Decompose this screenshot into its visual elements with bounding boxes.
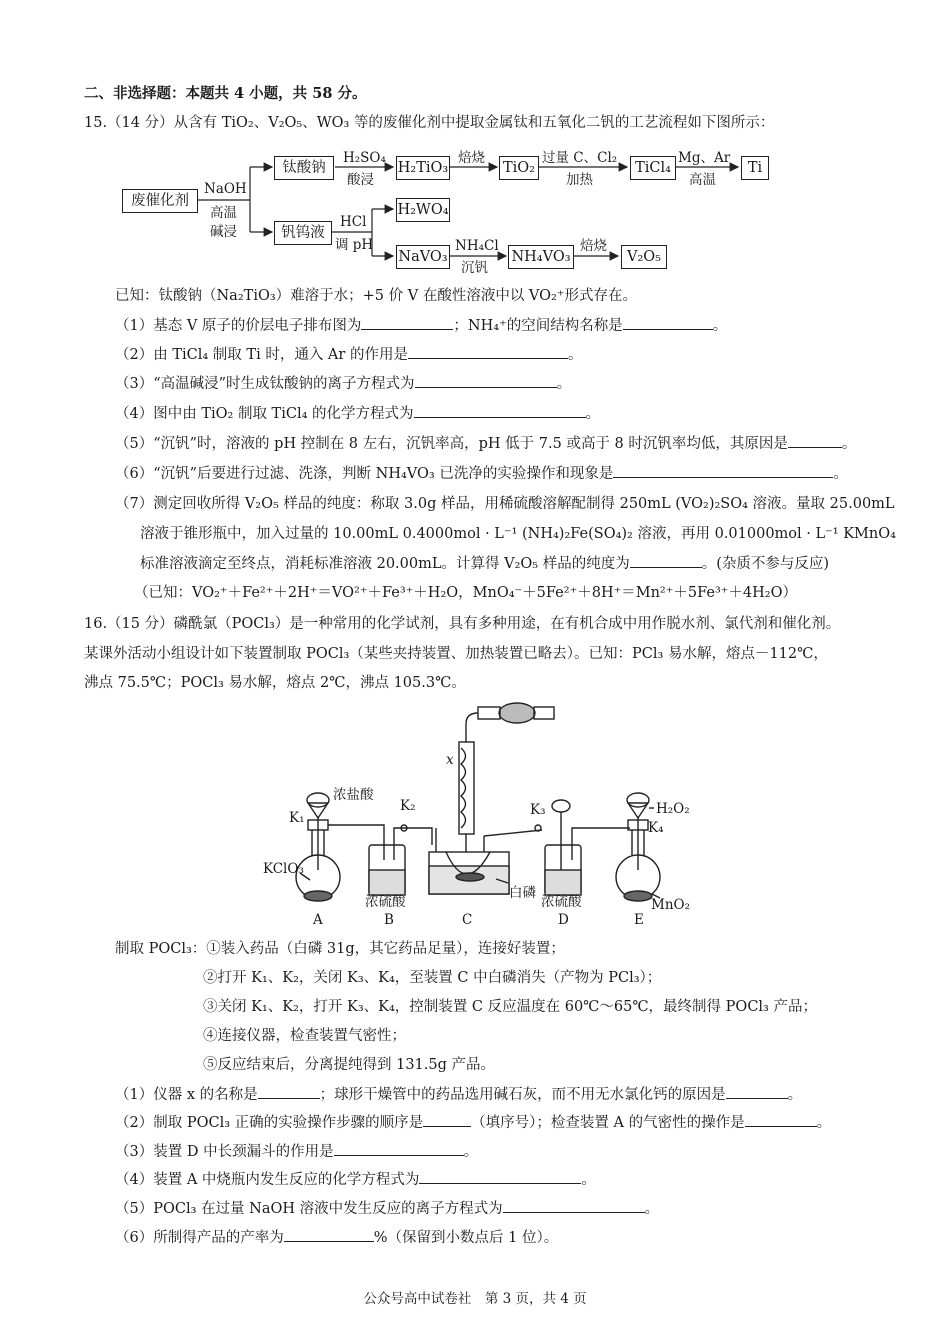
q16-part6 [115,1227,558,1248]
label-kclo3: KClO₃ [263,861,304,877]
label-adjust-ph: 调 pH [335,237,374,253]
q16-p2-answer-blank-1[interactable] [423,1112,471,1127]
q15-p2-text-a: （2）由 TiCl₄ 制取 Ti 时，通入 Ar 的作用是 [115,347,408,363]
q16-p2-answer-blank-2[interactable] [745,1112,817,1127]
label-acid-leach: 酸浸 [347,172,374,188]
q15-p3-text-a: （3）“高温碱浸”时生成钛酸钠的离子方程式为 [115,376,415,392]
q16-p2-text-b: （填序号）；检查装置 A 的气密性的操作是 [471,1115,745,1131]
box-waste-catalyst: 废催化剂 [122,189,198,213]
q15-part7-line2: 溶液于锥形瓶中，加入过量的 10.00mL 0.4000mol · L⁻¹ (NH₄)₂Fe(SO₄)₂ 溶液，再用 0.01000mol · L⁻¹ KMnO₄ [140,526,896,542]
label-roast-2: 焙烧 [580,238,607,254]
q16-part3 [115,1141,478,1162]
box-sodium-titanate: 钛酸钠 [274,156,334,180]
q16-p1-text-c: 。 [787,1087,803,1103]
label-high-temp-2: 高温 [689,172,716,188]
q16-part2 [115,1112,831,1133]
q15-p5-text-a: （5）“沉钒”时，溶液的 pH 控制在 8 左右，沉钒率高，pH 低于 7.5 或高于 8 时沉钒率均低，其原因是 [115,436,788,452]
q15-p1-text-a: （1）基态 V 原子的价层电子排布图为 [115,318,362,334]
q16-p4-answer-blank[interactable] [419,1169,581,1184]
q16-p6-text-b: %（保留到小数点后 1 位）。 [373,1230,559,1246]
q16-part1 [115,1084,802,1105]
q16-p5-answer-blank[interactable] [503,1198,645,1213]
box-tio2: TiO₂ [499,156,539,180]
q15-p4-text-a: （4）图中由 TiO₂ 制取 TiCl₄ 的化学方程式为 [115,406,414,422]
q15-p2-text-b: 。 [567,347,583,363]
q15-p7-text-b: 。(杂质不参与反应) [701,556,830,572]
page-footer: 公众号高中试卷社 第 3 页，共 4 页 [363,1291,587,1307]
q16-p5-text-a: （5）POCl₃ 在过量 NaOH 溶液中发生反应的离子方程式为 [115,1201,503,1217]
label-d: D [558,912,569,928]
q16-p4-text-a: （4）装置 A 中烧瓶内发生反应的化学方程式为 [115,1172,420,1188]
label-k3: K₃ [530,802,546,818]
q16-step-4: ④连接仪器，检查装置气密性； [203,1028,406,1044]
q16-p1-answer-blank-2[interactable] [726,1084,788,1099]
label-roast-1: 焙烧 [458,150,485,166]
label-e: E [634,912,644,928]
q16-part5 [115,1198,659,1219]
q16-step-2: ②打开 K₁、K₂，关闭 K₃、K₄，至装置 C 中白磷消失（产物为 PCl₃）； [203,970,662,986]
box-navo3: NaVO₃ [396,245,450,269]
label-vanadium-precip: 沉钒 [461,260,488,276]
q16-step-5: ⑤反应结束后，分离提纯得到 131.5g 产品。 [203,1057,496,1073]
label-nh4cl: NH₄Cl [455,238,499,254]
q15-p7-text-a: 标准溶液滴定至终点，消耗标准溶液 20.00mL。计算得 V₂O₅ 样品的纯度为 [140,556,630,572]
label-conc-hcl: 浓盐酸 [333,787,374,803]
label-k2: K₂ [400,798,416,814]
q16-p1-answer-blank-1[interactable] [258,1084,320,1099]
label-a: A [313,912,323,928]
q16-p3-text-a: （3）装置 D 中长颈漏斗的作用是 [115,1144,334,1160]
q15-p1-text-b: ；NH₄⁺的空间结构名称是 [453,318,623,334]
label-k4: K₄ [648,820,664,836]
label-high-temp: 高温 [210,205,237,221]
label-mg-ar: Mg、Ar [678,150,731,166]
q16-p2-text-c: 。 [816,1115,832,1131]
q16-p3-answer-blank[interactable] [334,1141,464,1156]
label-conc-h2so4-b: 浓硫酸 [365,894,406,910]
q16-line2: 某课外活动小组设计如下装置制取 POCl₃（某些夹持装置、加热装置已略去）。已知：PCl₃ 易水解，熔点－112℃， [84,646,828,662]
q15-part7-known: （已知：VO₂⁺＋Fe²⁺＋2H⁺＝VO²⁺＋Fe³⁺＋H₂O，MnO₄⁻＋5Fe²⁺＋8H⁺＝Mn²⁺＋5Fe³⁺＋4H₂O） [134,585,798,601]
label-naoh: NaOH [204,181,247,197]
q15-known: 已知：钛酸钠（Na₂TiO₃）难溶于水；+5 价 V 在酸性溶液中以 VO₂⁺形式存在。 [115,288,638,304]
label-excess-c-cl2: 过量 C、Cl₂ [542,150,618,166]
q16-p4-text-b: 。 [581,1172,596,1188]
q15-heading: 15.（14 分）从含有 TiO₂、V₂O₅、WO₃ 等的废催化剂中提取金属钛和五氧化二钒的工艺流程如下图所示： [84,115,775,131]
label-h2so4: H₂SO₄ [343,150,386,166]
label-c: C [462,912,473,928]
q16-p5-text-b: 。 [644,1201,660,1217]
q16-step-3: ③关闭 K₁、K₂，打开 K₃、K₄，控制装置 C 反应温度在 60℃～65℃，最终制得 POCl₃ 产品； [203,999,817,1015]
label-h2o2: H₂O₂ [656,801,690,817]
label-conc-h2so4-d: 浓硫酸 [541,894,582,910]
q16-p6-text-a: （6）所制得产品的产率为 [115,1230,284,1246]
box-vanadium-tungsten-liquid: 钒钨液 [274,221,332,245]
box-v2o5: V₂O₅ [621,245,667,269]
q16-line1: 16.（15 分）磷酰氯（POCl₃）是一种常用的化学试剂，具有多种用途，在有机合成中用作脱水剂、氯代剂和催化剂。 [84,616,841,632]
label-k1: K₁ [289,810,305,826]
box-h2tio3: H₂TiO₃ [396,156,450,180]
label-white-phosphorus: 白磷 [509,885,536,901]
q16-p3-text-b: 。 [463,1144,479,1160]
label-b: B [384,912,394,928]
box-ticl4: TiCl₄ [630,156,676,180]
q16-p1-text-a: （1）仪器 x 的名称是 [115,1087,258,1103]
q15-p6-text-b: 。 [833,466,848,482]
q15-p3-text-b: 。 [556,376,572,392]
box-ti: Ti [741,156,769,180]
q16-step-0: 制取 POCl₃：①装入药品（白磷 31g，其它药品足量），连接好装置； [115,941,565,957]
label-heating: 加热 [566,172,593,188]
q16-part4 [115,1169,596,1190]
label-alkali-leach: 碱浸 [210,224,237,240]
label-x: x [446,752,454,768]
section-title: 二、非选择题：本题共 4 小题，共 58 分。 [84,85,367,102]
label-mno2: MnO₂ [651,897,690,913]
q16-line3: 沸点 75.5℃；POCl₃ 易水解，熔点 2℃，沸点 105.3℃。 [84,675,466,691]
q16-p6-answer-blank[interactable] [284,1227,374,1242]
box-h2wo4: H₂WO₄ [396,198,450,222]
q16-p1-text-b: ；球形干燥管中的药品选用碱石灰，而不用无水氯化钙的原因是 [319,1087,726,1103]
q15-p5-text-b: 。 [841,436,857,452]
q15-p6-text-a: （6）“沉钒”后要进行过滤、洗涤，判断 NH₄VO₃ 已洗净的实验操作和现象是 [115,466,614,482]
box-nh4vo3: NH₄VO₃ [508,245,574,269]
q15-p4-text-b: 。 [585,406,601,422]
q15-p1-text-c: 。 [712,318,728,334]
q16-p2-text-a: （2）制取 POCl₃ 正确的实验操作步骤的顺序是 [115,1115,424,1131]
q15-part7-line1: （7）测定回收所得 V₂O₅ 样品的纯度：称取 3.0g 样品，用稀硫酸溶解配制得 250mL (VO₂)₂SO₄ 溶液。量取 25.00mL [115,496,895,512]
label-hcl: HCl [340,214,367,230]
